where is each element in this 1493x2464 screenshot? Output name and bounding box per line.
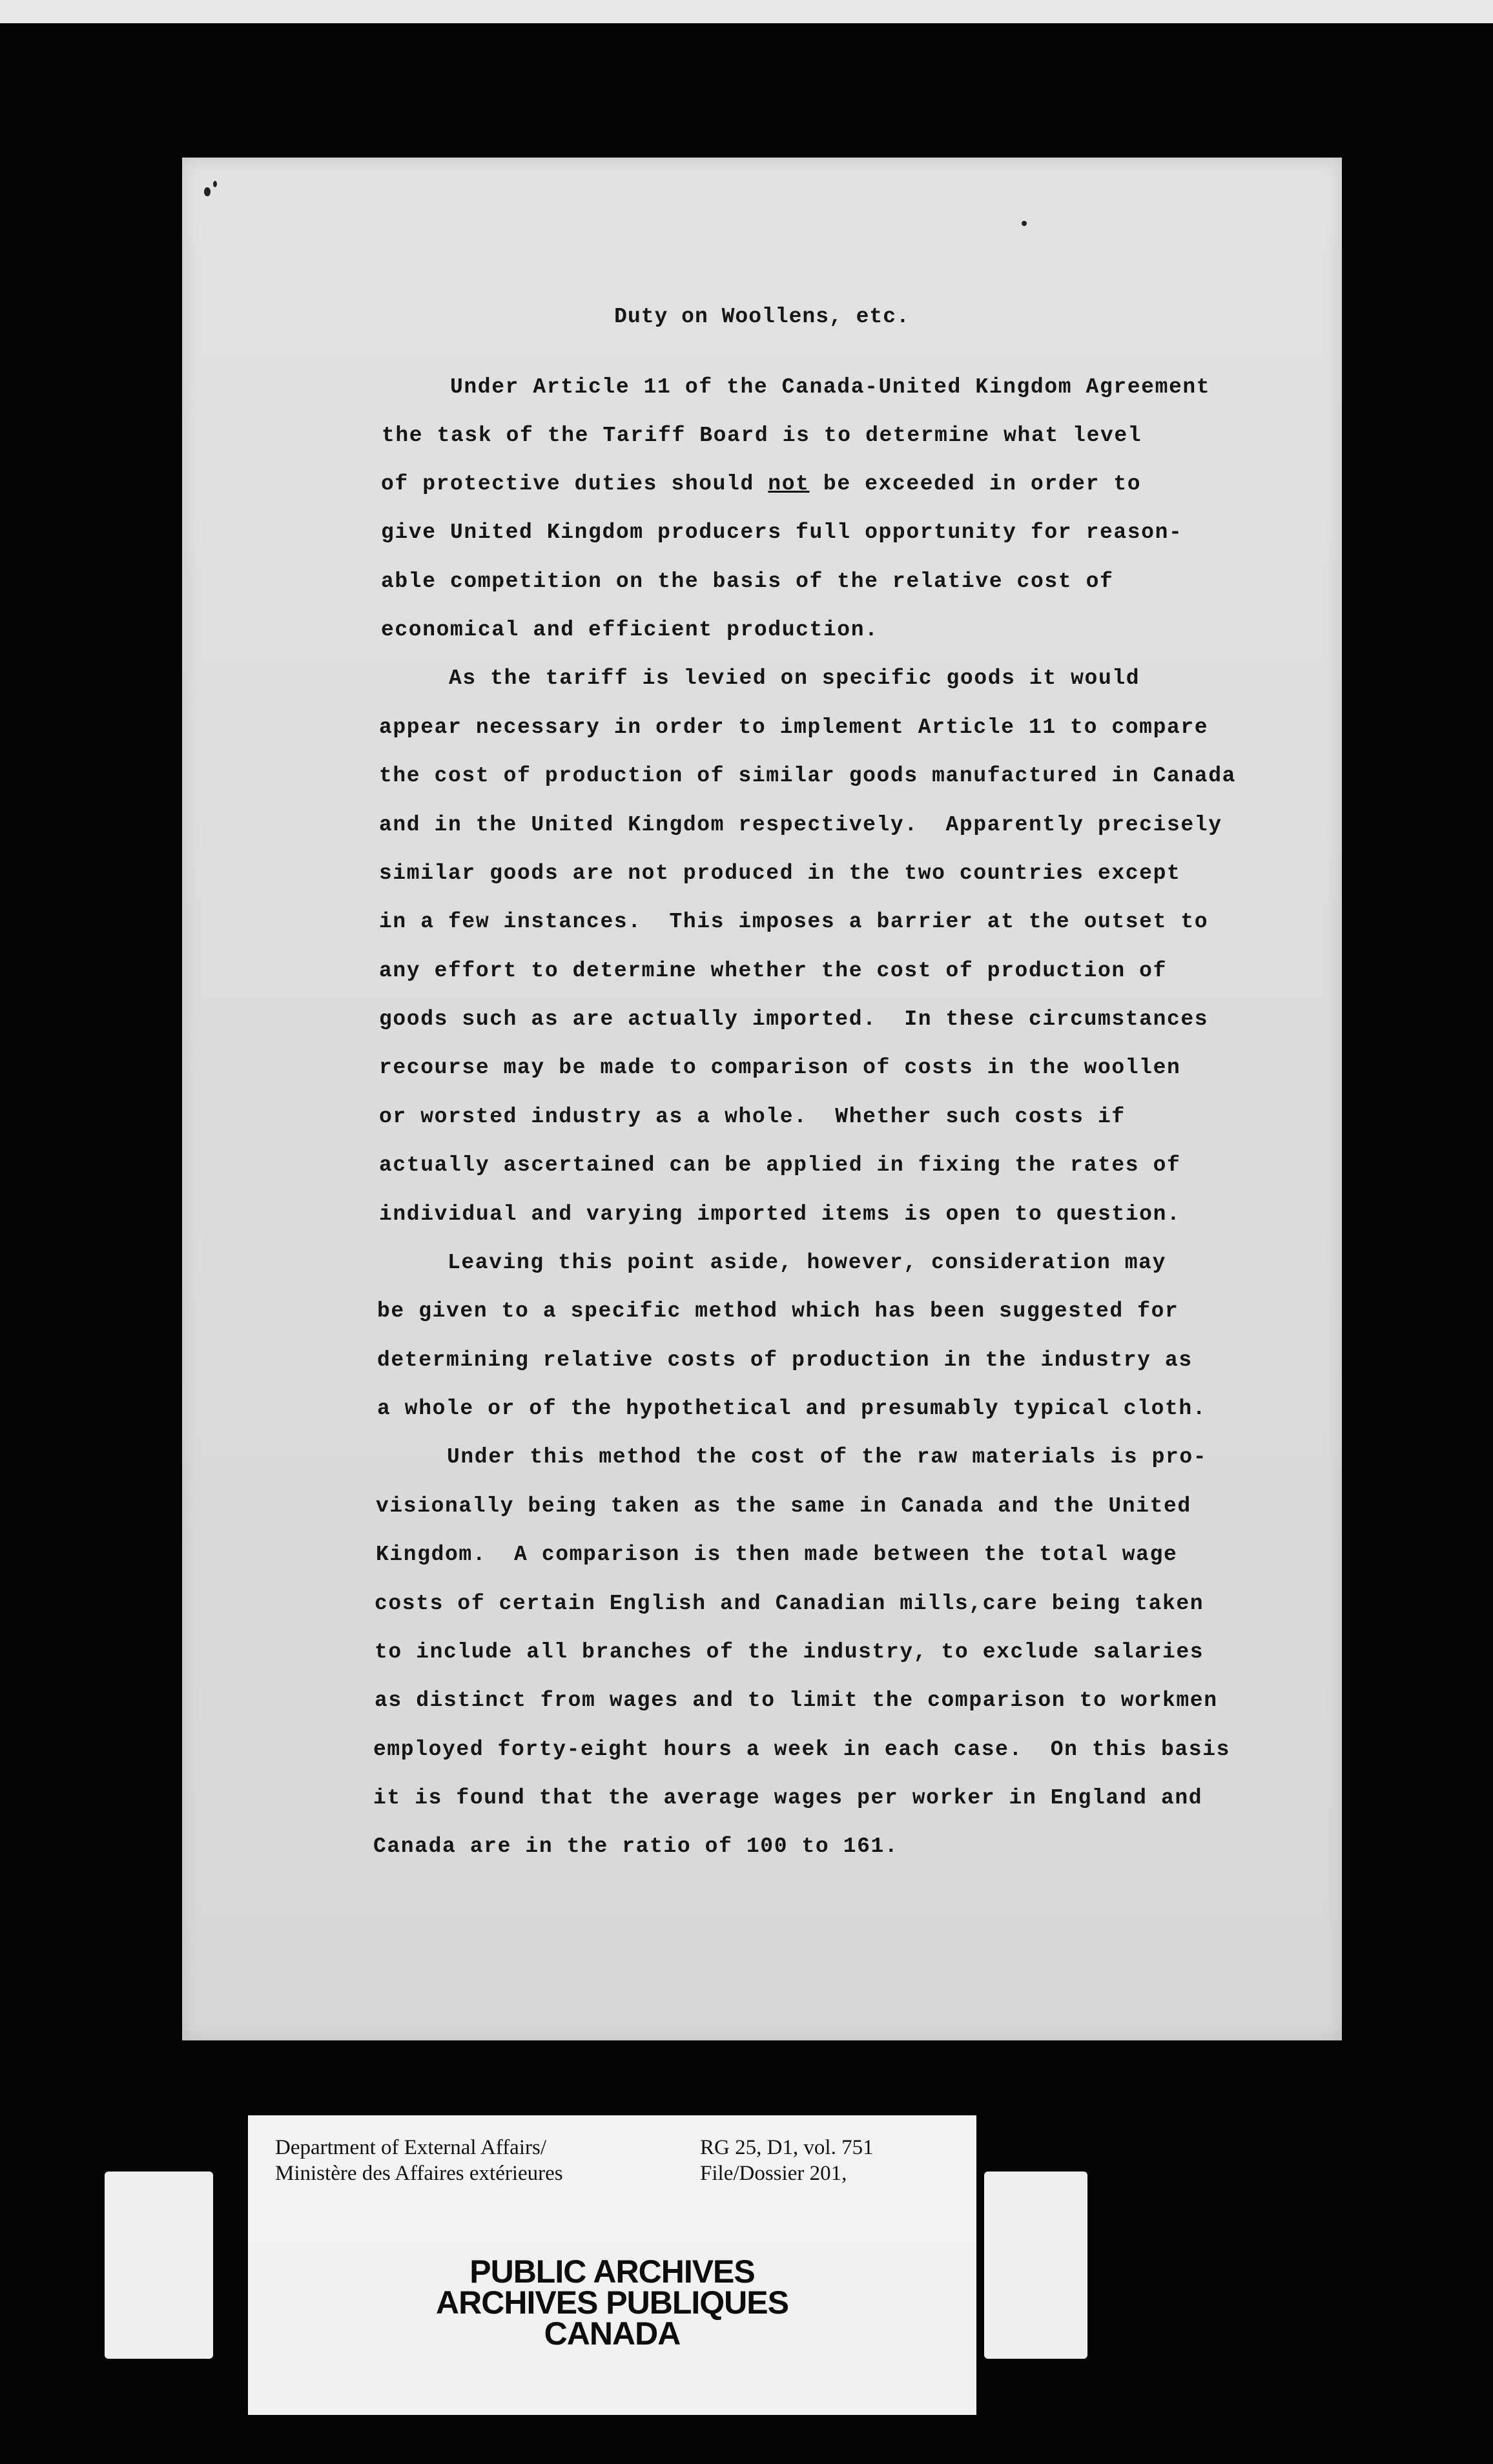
text-line: give United Kingdom producers full opportunity for reason- xyxy=(381,520,1183,544)
text-segment: be exceeded in order to xyxy=(809,472,1142,496)
text-line: to include all branches of the industry, to exclude salaries xyxy=(375,1640,1204,1664)
text-line: costs of certain English and Canadian mills,care being taken xyxy=(375,1592,1204,1616)
archive-stamp-label xyxy=(248,2241,976,2415)
text-line: Under this method the cost of the raw materials is pro- xyxy=(447,1445,1208,1469)
public-archives-stamp xyxy=(248,2254,976,2352)
typed-page xyxy=(182,158,1342,2040)
text-line: individual and varying imported items is open to question. xyxy=(379,1202,1181,1226)
text-line: Kingdom. A comparison is then made between the total wage xyxy=(376,1543,1178,1566)
ink-speck xyxy=(213,181,217,187)
text-line: in a few instances. This imposes a barrier at the outset to xyxy=(379,910,1209,934)
text-segment: of protective duties should xyxy=(381,472,768,496)
text-line: and in the United Kingdom respectively. Apparently precisely xyxy=(379,813,1222,837)
text-line: goods such as are actually imported. In these circumstances xyxy=(379,1007,1209,1031)
label-tab-right xyxy=(984,2171,1087,2359)
text-line: able competition on the basis of the relative cost of xyxy=(381,570,1114,593)
text-line: economical and efficient production. xyxy=(381,618,879,642)
text-line: employed forty-eight hours a week in each case. On this basis xyxy=(373,1738,1230,1761)
department-english: Department of External Affairs/ xyxy=(275,2136,546,2159)
text-line: As the tariff is levied on specific goods it would xyxy=(449,666,1140,690)
ink-speck xyxy=(204,187,211,196)
text-line: similar goods are not produced in the two countries except xyxy=(379,861,1181,885)
text-line: actually ascertained can be applied in fixing the rates of xyxy=(379,1153,1181,1177)
label-tab-left xyxy=(105,2171,213,2359)
text-line: the task of the Tariff Board is to determine what level xyxy=(382,424,1142,447)
text-line: any effort to determine whether the cost of production of xyxy=(379,959,1167,983)
text-line: a whole or of the hypothetical and presumably typical cloth. xyxy=(377,1397,1207,1421)
record-group-reference: RG 25, D1, vol. 751 xyxy=(700,2136,874,2159)
text-line: Under Article 11 of the Canada-United Kingdom Agreement xyxy=(450,375,1211,399)
archive-reference-label xyxy=(248,2115,976,2242)
text-line: Canada are in the ratio of 100 to 161. xyxy=(373,1834,899,1858)
stamp-line: ARCHIVES PUBLIQUES xyxy=(436,2284,788,2321)
text-line xyxy=(381,472,1141,496)
ink-speck xyxy=(1022,221,1027,226)
document-title: Duty on Woollens, etc. xyxy=(614,305,910,329)
text-line: recourse may be made to comparison of costs in the woollen xyxy=(379,1056,1181,1080)
text-line: Leaving this point aside, however, consideration may xyxy=(448,1251,1166,1275)
text-line: appear necessary in order to implement Article 11 to compare xyxy=(379,715,1209,739)
text-line: visionally being taken as the same in Canada and the United xyxy=(376,1494,1191,1518)
text-line: it is found that the average wages per worker in England and xyxy=(373,1786,1203,1810)
scan-border-top xyxy=(0,0,1493,23)
text-line: the cost of production of similar goods manufactured in Canada xyxy=(379,764,1236,788)
text-line: determining relative costs of production in the industry as xyxy=(377,1348,1193,1372)
text-line: as distinct from wages and to limit the comparison to workmen xyxy=(375,1689,1218,1712)
stamp-line: PUBLIC ARCHIVES xyxy=(469,2254,755,2290)
text-line: or worsted industry as a whole. Whether such costs if xyxy=(379,1105,1126,1129)
text-line: be given to a specific method which has been suggested for xyxy=(377,1299,1179,1323)
stamp-line: CANADA xyxy=(544,2315,681,2352)
underlined-word: not xyxy=(768,472,810,496)
department-french: Ministère des Affaires extérieures xyxy=(275,2162,563,2185)
file-reference: File/Dossier 201, xyxy=(700,2162,847,2185)
